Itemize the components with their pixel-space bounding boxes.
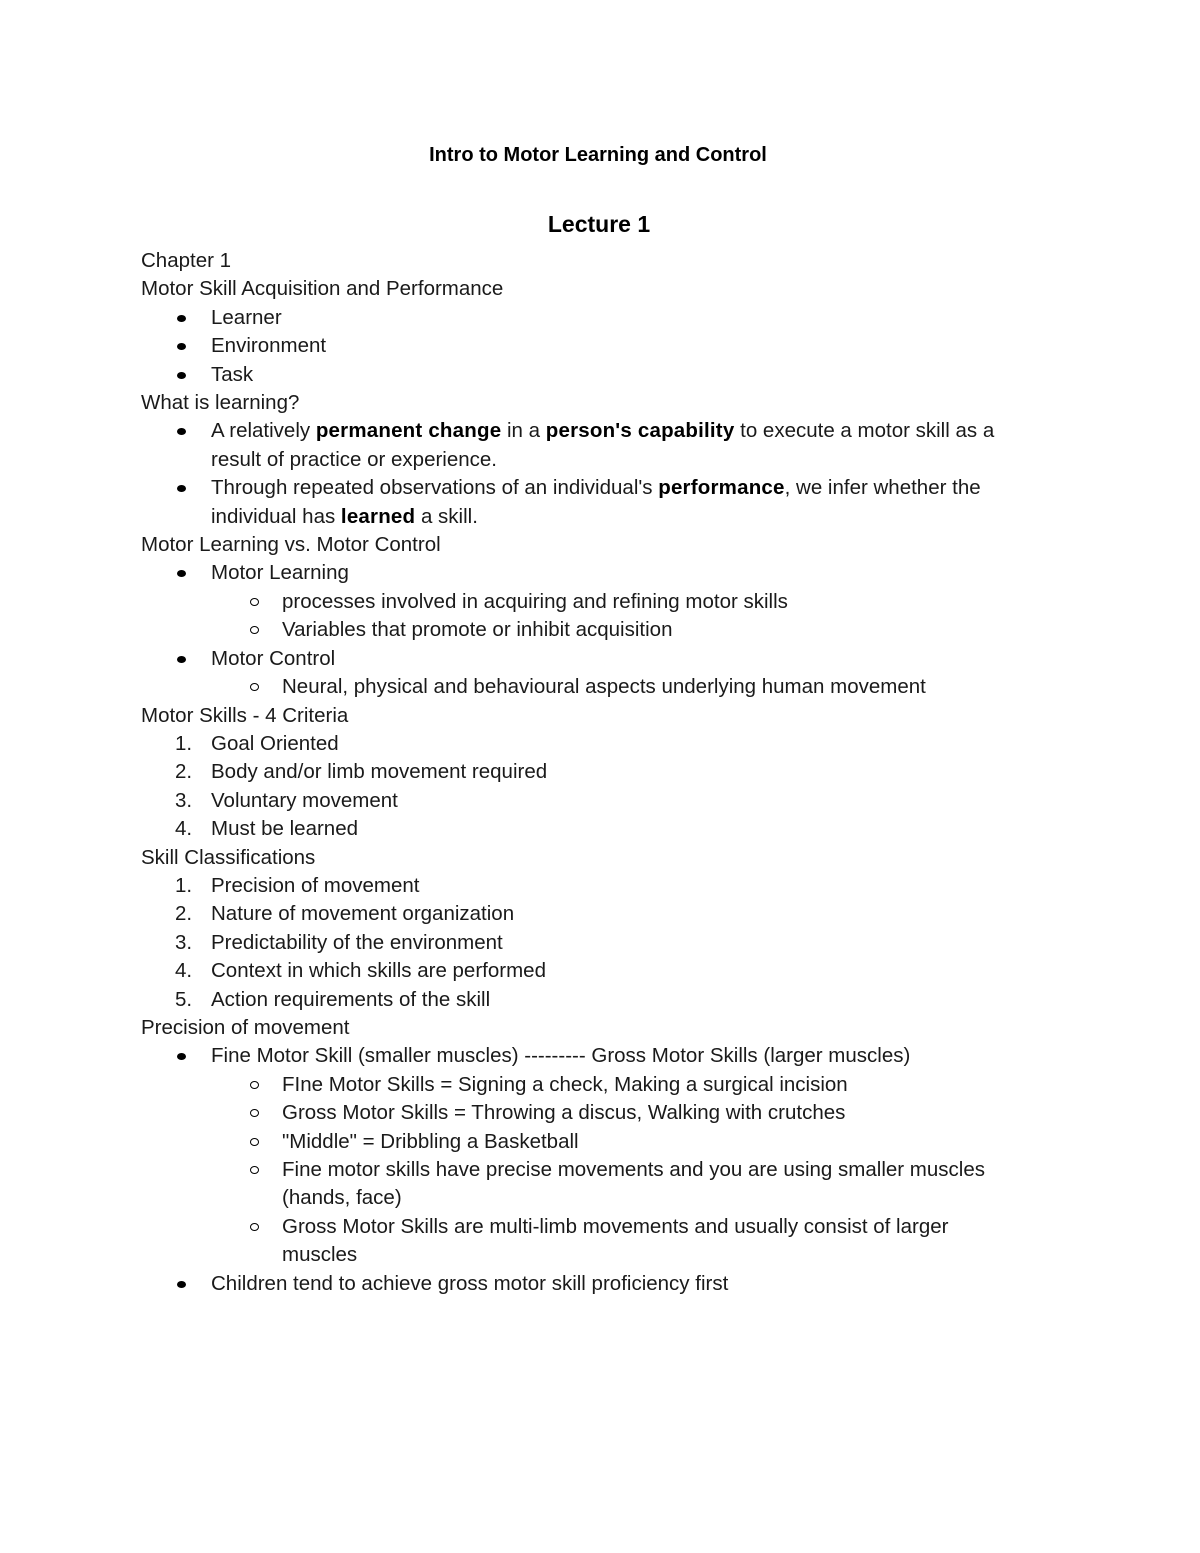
- sub-list-item: [141, 1099, 1041, 1127]
- list-item-text: Must be learned: [211, 817, 359, 841]
- numbered-item: [141, 787, 1041, 815]
- list-item-text: Fine Motor Skill (smaller muscles) --------- Gross Motor Skills (larger muscles): [211, 1044, 911, 1068]
- sub-list-item: [141, 1071, 1041, 1099]
- item-number: 5.: [175, 987, 193, 1011]
- list-item: [141, 1042, 1041, 1070]
- bullet-circle-icon: [250, 1138, 259, 1146]
- bullet-disc-icon: [177, 343, 186, 350]
- bullet-disc-icon: [177, 485, 186, 492]
- text-run: Through repeated observations of an individual's: [211, 476, 659, 500]
- section-heading: Motor Learning vs. Motor Control: [141, 533, 441, 557]
- numbered-item: [141, 900, 1041, 928]
- sub-list-item: [141, 673, 1041, 701]
- numbered-item: [141, 929, 1041, 957]
- lecture-heading: Lecture 1: [547, 211, 651, 237]
- sub-list-item: [141, 588, 1041, 616]
- text-run: individual has: [211, 504, 341, 528]
- list-item-text: Fine motor skills have precise movements and you are using smaller muscles: [282, 1158, 985, 1181]
- list-item-text: Body and/or limb movement required: [211, 760, 548, 784]
- list-item-text: Motor Control: [211, 646, 336, 670]
- chapter-label: Chapter 1: [141, 249, 232, 272]
- text-run: to execute a motor skill as a: [734, 419, 995, 443]
- item-number: 2.: [175, 902, 193, 926]
- bullet-disc-icon: [177, 1053, 186, 1060]
- bullet-circle-icon: [250, 1166, 259, 1174]
- bullet-disc-icon: [177, 315, 186, 322]
- item-number: 4.: [175, 817, 193, 841]
- list-item-continuation: result of practice or experience.: [211, 447, 497, 471]
- list-item: [141, 645, 1041, 673]
- list-item: [141, 417, 1041, 445]
- list-item-text: Learner: [211, 305, 282, 329]
- bullet-circle-icon: [250, 1223, 259, 1231]
- sub-list-item: [141, 1128, 1041, 1156]
- bullet-circle-icon: [250, 598, 259, 606]
- numbered-item: [141, 758, 1041, 786]
- bold-term: person's capability: [545, 419, 735, 443]
- list-item: [141, 1270, 1041, 1298]
- sub-list-item: [141, 1156, 1041, 1184]
- bold-term: permanent change: [315, 419, 502, 443]
- bold-term: performance: [658, 476, 785, 500]
- bullet-circle-icon: [250, 626, 259, 634]
- list-item-text: processes involved in acquiring and refining motor skills: [282, 589, 788, 613]
- numbered-item: [141, 815, 1041, 843]
- bullet-disc-icon: [177, 372, 186, 379]
- numbered-item: [141, 986, 1041, 1014]
- item-number: 3.: [175, 788, 193, 812]
- document-title: Intro to Motor Learning and Control: [429, 144, 767, 166]
- section-heading: Precision of movement: [141, 1015, 350, 1039]
- list-item-text: Task: [211, 362, 254, 386]
- bullet-circle-icon: [250, 1081, 259, 1089]
- bullet-disc-icon: [177, 428, 186, 435]
- bullet-disc-icon: [177, 1281, 186, 1288]
- item-number: 3.: [175, 930, 193, 954]
- list-item-text: FIne Motor Skills = Signing a check, Making a surgical incision: [282, 1072, 848, 1096]
- sub-list-item: [141, 616, 1041, 644]
- list-item: [141, 474, 1041, 502]
- text-run: a skill.: [415, 504, 478, 528]
- bullet-circle-icon: [250, 1109, 259, 1117]
- list-item-text: Predictability of the environment: [211, 930, 503, 954]
- list-item-text: Goal Oriented: [211, 731, 339, 755]
- list-item-text: "Middle" = Dribbling a Basketball: [282, 1129, 579, 1153]
- numbered-item: [141, 730, 1041, 758]
- item-number: 4.: [175, 959, 193, 983]
- list-item: [141, 332, 1041, 360]
- list-item-continuation: [141, 503, 1041, 531]
- list-item-text: Variables that promote or inhibit acquisition: [282, 618, 673, 642]
- item-number: 1.: [175, 873, 193, 897]
- list-item-text: Gross Motor Skills = Throwing a discus, Walking with crutches: [282, 1101, 846, 1125]
- numbered-item: [141, 957, 1041, 985]
- list-item-text: Motor Learning: [211, 561, 349, 585]
- text-run: A relatively: [211, 419, 316, 443]
- numbered-item: [141, 872, 1041, 900]
- bold-term: learned: [340, 504, 416, 528]
- list-item-text: Environment: [211, 334, 327, 358]
- sub-list-item-continuation: muscles: [282, 1243, 358, 1267]
- list-item: [141, 559, 1041, 587]
- item-number: 1.: [175, 731, 193, 755]
- list-item-text: Children tend to achieve gross motor skill proficiency first: [211, 1271, 729, 1295]
- list-item-text: Voluntary movement: [211, 788, 398, 812]
- text-run: in a: [501, 419, 546, 443]
- document-body: [141, 247, 1041, 1298]
- section-heading: Motor Skill Acquisition and Performance: [141, 277, 504, 301]
- list-item-text: Gross Motor Skills are multi-limb movements and usually consist of larger: [282, 1214, 949, 1238]
- list-item-text: Action requirements of the skill: [211, 987, 491, 1011]
- item-number: 2.: [175, 760, 193, 784]
- bullet-circle-icon: [250, 683, 259, 691]
- list-item: [141, 361, 1041, 389]
- sub-list-item-continuation: (hands, face): [282, 1186, 402, 1210]
- section-heading: What is learning?: [141, 391, 300, 415]
- section-heading: Skill Classifications: [141, 845, 316, 869]
- sub-list-item: [141, 1213, 1041, 1241]
- list-item-text: Precision of movement: [211, 873, 420, 897]
- bullet-disc-icon: [177, 570, 186, 577]
- list-item-text: Context in which skills are performed: [211, 959, 546, 983]
- list-item: [141, 304, 1041, 332]
- bullet-disc-icon: [177, 656, 186, 663]
- list-item-text: Neural, physical and behavioural aspects underlying human movement: [282, 675, 926, 699]
- list-item-text: Nature of movement organization: [211, 902, 515, 926]
- text-run: , we infer whether the: [784, 476, 981, 500]
- section-heading: Motor Skills - 4 Criteria: [141, 703, 349, 727]
